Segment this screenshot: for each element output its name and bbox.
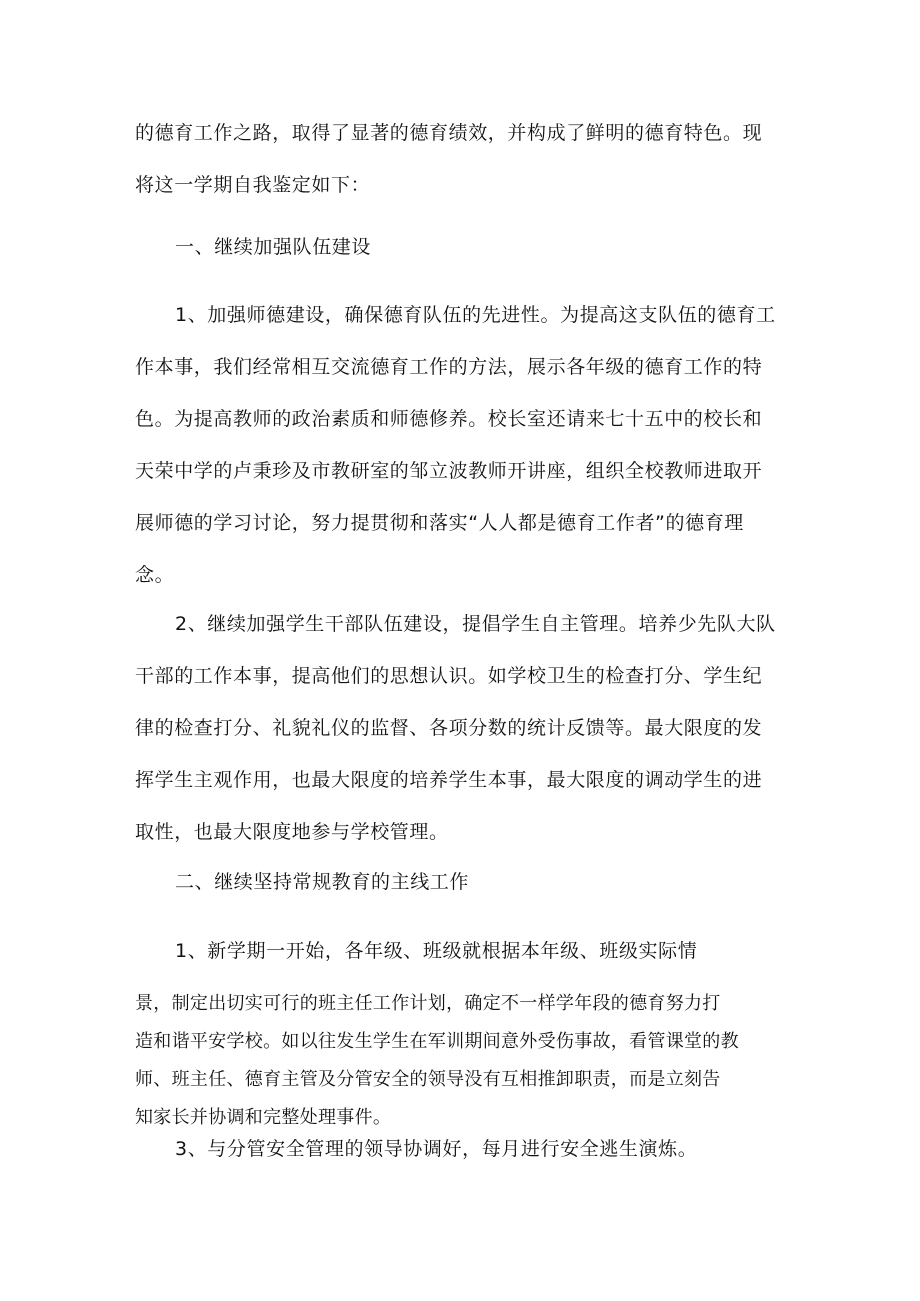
text-line: 景，制定出切实可行的班主任工作计划，确定不一样学年段的德育努力打 [135,993,721,1014]
text-line: 3、与分管安全管理的领导协调好，每月进行安全逃生演炼。 [175,1138,698,1160]
intro-paragraph [135,107,785,211]
text-line: 的德育工作之路，取得了显著的德育绩效，并构成了鲜明的德育特色。现 [135,122,763,144]
text-line: 干部的工作本事，提高他们的思想认识。如学校卫生的检查打分、学生纪 [135,665,763,687]
text-line: 色。为提高教师的政治素质和师德修养。校长室还请来七十五中的校长和 [135,408,763,430]
text-line: 律的检查打分、礼貌礼仪的监督、各项分数的统计反馈等。最大限度的发 [135,717,763,739]
text-line: 念。 [135,564,175,586]
paragraph-student-cadres [135,598,785,858]
text-line: 作本事，我们经常相互交流德育工作的方法，展示各年级的德育工作的特 [135,356,763,378]
text-line: 2、继续加强学生干部队伍建设，提倡学生自主管理。培养少先队大队 [175,613,776,635]
section-heading-1 [135,221,785,273]
text-line: 1、新学期一开始，各年级、班级就根据本年级、班级实际情 [175,940,698,962]
text-line: 挥学生主观作用，也最大限度的培养学生本事，最大限度的调动学生的进 [135,769,763,791]
text-line: 展师德的学习讨论，努力提贯彻和落实“人人都是德育工作者”的德育理 [135,512,744,534]
paragraph-safety-drill [135,1123,785,1175]
text-line: 取性，也最大限度地参与学校管理。 [135,821,449,843]
text-line: 造和谐平安学校。如以往发生学生在军训期间意外受伤事故，看管课堂的教 [135,1031,739,1052]
text-line: 1、加强师德建设，确保德育队伍的先进性。为提高这支队伍的德育工 [175,304,776,326]
text-line: 将这一学期自我鉴定如下： [135,174,371,196]
text-line: 知家长并协调和完整处理事件。 [135,1107,392,1128]
text-line: 天荣中学的卢秉珍及市教研室的邹立波教师开讲座，组织全校教师进取开 [135,460,763,482]
text-line: 师、班主任、德育主管及分管安全的领导没有互相推卸职责，而是立刻告 [135,1069,721,1090]
section-heading-2 [135,856,785,908]
paragraph-new-semester-first-line [135,925,785,977]
heading-text: 二、继续坚持常规教育的主线工作 [175,871,470,893]
paragraph-teacher-ethics [135,289,785,601]
heading-text: 一、继续加强队伍建设 [175,236,372,258]
paragraph-new-semester [135,985,785,1137]
